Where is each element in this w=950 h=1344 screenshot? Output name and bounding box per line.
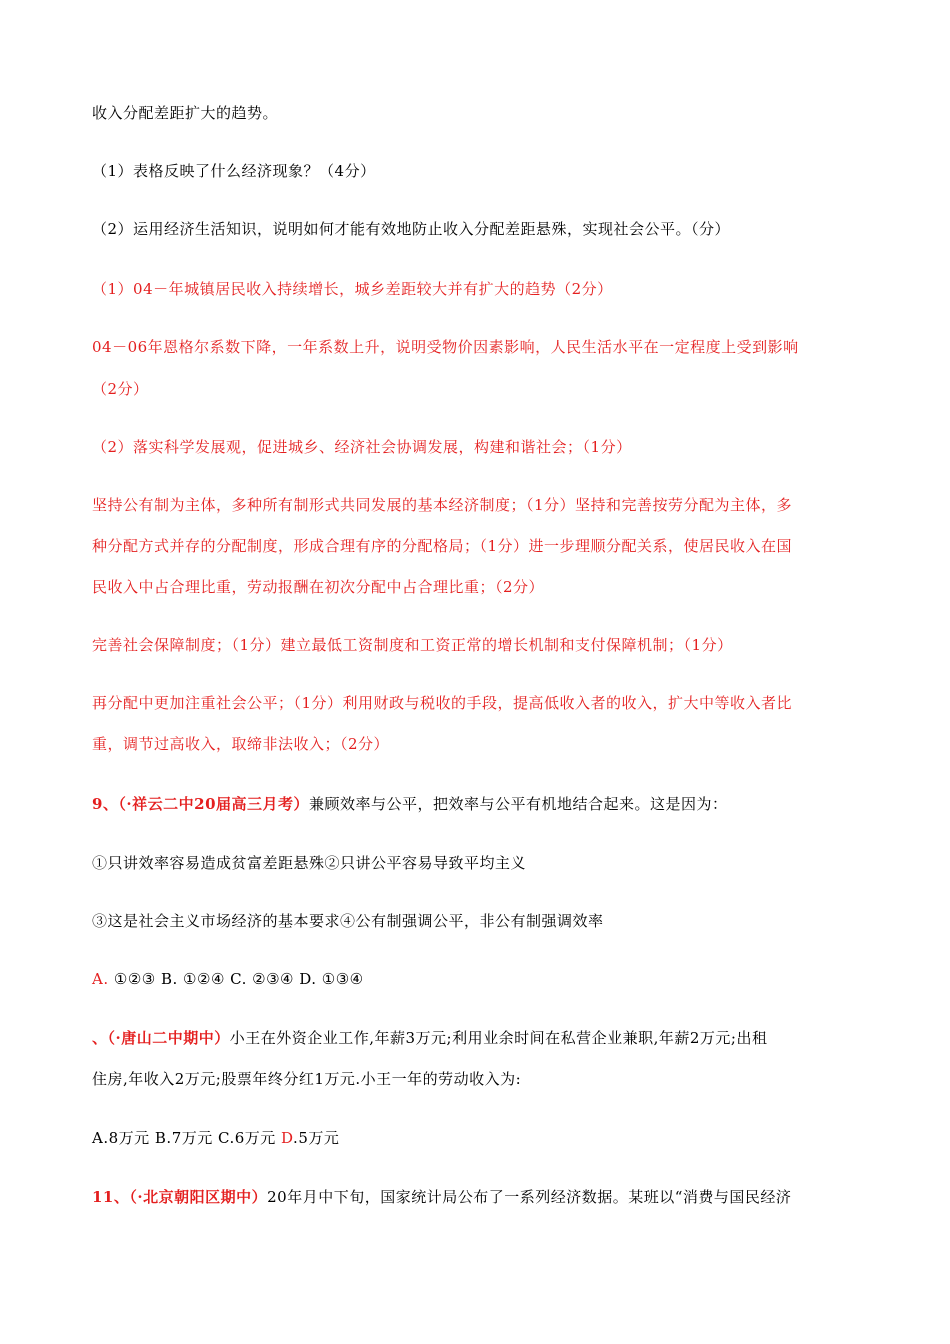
answer-2-line-6: 再分配中更加注重社会公平；（1分）利用财政与税收的手段，提高低收入者的收入，扩大中等收入者比 <box>92 694 793 712</box>
question-9-options-1: ①只讲效率容易造成贫富差距悬殊②只讲公平容易导致平均主义 <box>92 854 527 872</box>
question-10-text: 小王在外资企业工作,年薪3万元;利用业余时间在私营企业兼职,年薪2万元;出租 <box>229 1029 768 1047</box>
question-9-options-2: ③这是社会主义市场经济的基本要求④公有制强调公平，非公有制强调效率 <box>92 912 604 930</box>
question-11 <box>92 1186 791 1208</box>
question-9-text: 兼顾效率与公平，把效率与公平有机地结合起来。这是因为： <box>309 795 728 813</box>
answer-2-line-3: 种分配方式并存的分配制度，形成合理有序的分配格局；（1分）进一步理顺分配关系，使居民收入在国 <box>92 537 793 555</box>
answer-1-line-1: （1）04－年城镇居民收入持续增长，城乡差距较大并有扩大的趋势（2分） <box>92 280 613 298</box>
question-11-text: 20年月中下旬，国家统计局公布了一系列经济数据。某班以“消费与国民经济 <box>267 1188 792 1206</box>
question-1: （1）表格反映了什么经济现象？（4分） <box>92 162 376 180</box>
answer-1-line-3: （2分） <box>92 380 149 398</box>
question-10 <box>92 1027 767 1049</box>
question-9-choices <box>92 968 364 990</box>
question-11-source: 11、（·北京朝阳区期中） <box>92 1188 268 1206</box>
answer-2-line-2: 坚持公有制为主体，多种所有制形式共同发展的基本经济制度；（1分）坚持和完善按劳分配为主体，多 <box>92 496 793 514</box>
question-9 <box>92 793 728 815</box>
question-9-answer-a: A. <box>92 970 109 988</box>
question-9-choices-rest: ①②③ B. ①②④ C. ②③④ D. ①③④ <box>108 970 364 988</box>
answer-2-line-7: 重，调节过高收入，取缔非法收入；（2分） <box>92 735 390 753</box>
question-2: （2）运用经济生活知识，说明如何才能有效地防止收入分配差距悬殊，实现社会公平。（分） <box>92 220 731 238</box>
answer-2-line-4: 民收入中占合理比重，劳动报酬在初次分配中占合理比重；（2分） <box>92 578 545 596</box>
question-10-source: 、（·唐山二中期中） <box>92 1029 230 1047</box>
question-10-answer-d: D <box>281 1129 294 1147</box>
answer-2-line-1: （2）落实科学发展观，促进城乡、经济社会协调发展，构建和谐社会；（1分） <box>92 438 632 456</box>
question-10-choices-abc: A.8万元 B.7万元 C.6万元 <box>92 1129 282 1147</box>
question-10-choices <box>92 1127 339 1149</box>
question-10-choice-d-value: .5万元 <box>293 1129 340 1147</box>
question-9-source: 9、（·祥云二中20届高三月考） <box>92 795 310 813</box>
question-10-text-2: 住房,年收入2万元;股票年终分红1万元.小王一年的劳动收入为: <box>92 1070 522 1088</box>
intro-text: 收入分配差距扩大的趋势。 <box>92 104 279 122</box>
answer-1-line-2: 04－06年恩格尔系数下降，一年系数上升，说明受物价因素影响，人民生活水平在一定程度上受到影响 <box>92 338 799 356</box>
answer-2-line-5: 完善社会保障制度；（1分）建立最低工资制度和工资正常的增长机制和支付保障机制；（1分） <box>92 636 733 654</box>
